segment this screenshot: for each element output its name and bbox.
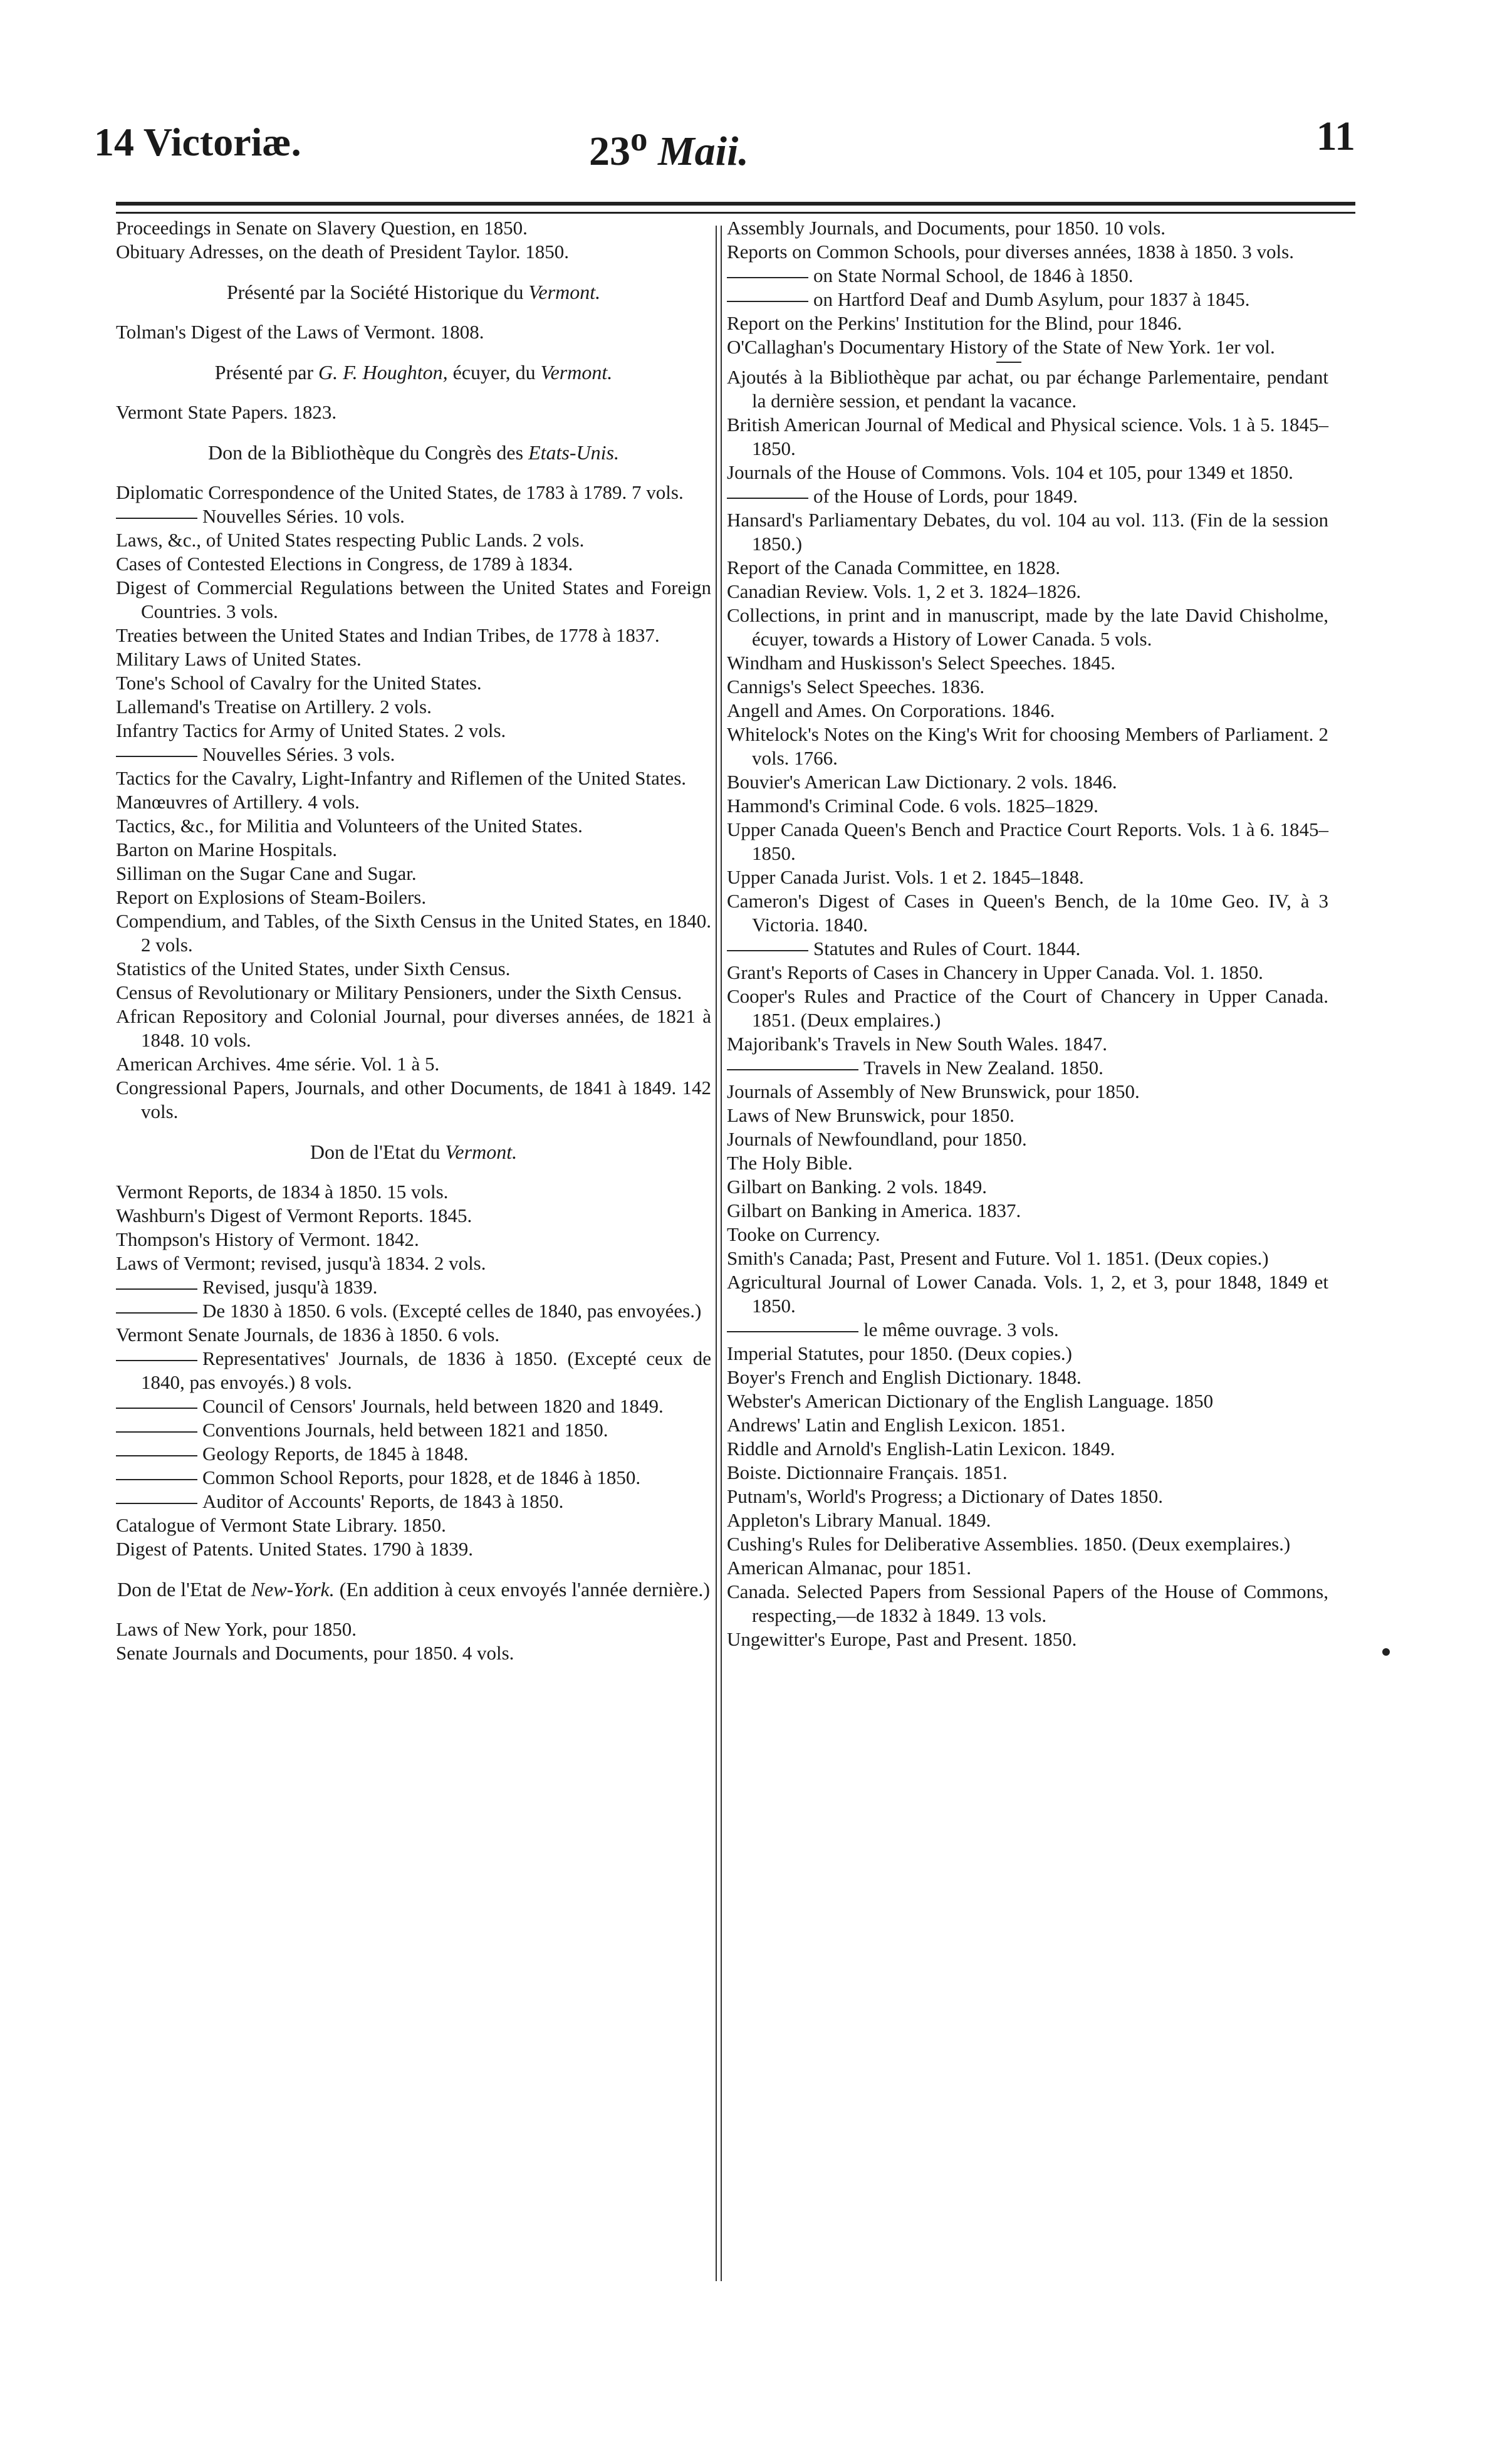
catalogue-entry: [727, 1246, 1328, 1270]
catalogue-entry: [116, 528, 711, 552]
catalogue-entry: [727, 1318, 1328, 1342]
entry-text: Nouvelles Séries. 3 vols.: [202, 743, 395, 765]
catalogue-entry: [727, 1270, 1328, 1318]
catalogue-entry: [727, 413, 1328, 461]
catalogue-entry: [727, 556, 1328, 580]
catalogue-entry: [116, 481, 711, 504]
header-date: [589, 119, 749, 175]
entry-text: Proceedings in Senate on Slavery Question, en 1850.: [116, 217, 528, 239]
catalogue-entry: [116, 647, 711, 671]
header-date-superscript: o: [630, 120, 648, 158]
entry-text: Report of the Canada Committee, en 1828.: [727, 557, 1061, 578]
catalogue-entry: [727, 1508, 1328, 1532]
catalogue-entry: [116, 400, 711, 424]
entry-text: Grant's Reports of Cases in Chancery in Upper Canada. Vol. 1. 1850.: [727, 961, 1263, 983]
ditto-dash: [727, 301, 808, 302]
catalogue-entry: [727, 1032, 1328, 1056]
entry-text: Canadian Review. Vols. 1, 2 et 3. 1824–1826.: [727, 580, 1082, 602]
catalogue-entry: [116, 1466, 711, 1490]
section-rule: [996, 362, 1021, 363]
entry-text: Webster's American Dictionary of the English Language. 1850: [727, 1390, 1214, 1412]
catalogue-entry: [727, 1437, 1328, 1461]
entry-text: Laws of Vermont; revised, jusqu'à 1834. 2 vols.: [116, 1252, 486, 1274]
section-heading: [116, 1140, 711, 1164]
entry-text: le même ouvrage. 3 vols.: [863, 1319, 1059, 1340]
catalogue-entry: [727, 216, 1328, 240]
heading-emphasis: Vermont.: [540, 361, 613, 384]
catalogue-entry: [116, 1180, 711, 1204]
entry-text: Tolman's Digest of the Laws of Vermont. 1808.: [116, 321, 484, 343]
catalogue-entry: [116, 743, 711, 766]
header-date-number: 23: [589, 128, 630, 174]
catalogue-entry: [116, 504, 711, 528]
catalogue-entry: [116, 240, 711, 264]
catalogue-entry: [116, 1052, 711, 1076]
entry-text: De 1830 à 1850. 6 vols. (Excepté celles de 1840, pas envoyées.): [202, 1300, 702, 1322]
entry-text: Silliman on the Sugar Cane and Sugar.: [116, 862, 417, 884]
catalogue-entry: [727, 1628, 1328, 1651]
entry-text: Treaties between the United States and Indian Tribes, de 1778 à 1837.: [116, 624, 660, 646]
catalogue-entry: [727, 1223, 1328, 1246]
catalogue-entry: [727, 580, 1328, 604]
catalogue-entry: [727, 1556, 1328, 1580]
entry-text: Smith's Canada; Past, Present and Future. Vol 1. 1851. (Deux copies.): [727, 1247, 1269, 1269]
entry-text: on State Normal School, de 1846 à 1850.: [813, 264, 1134, 286]
catalogue-entry: [116, 1252, 711, 1275]
catalogue-entry: [116, 1299, 711, 1323]
catalogue-entry: [116, 766, 711, 790]
catalogue-entry: [727, 240, 1328, 264]
entry-text: Report on the Perkins' Institution for the Blind, pour 1846.: [727, 312, 1182, 334]
entry-text: Nouvelles Séries. 10 vols.: [202, 505, 405, 527]
catalogue-entry: [116, 1394, 711, 1418]
catalogue-entry: [116, 320, 711, 344]
entry-text: Putnam's, World's Progress; a Dictionary of Dates 1850.: [727, 1485, 1164, 1507]
catalogue-entry: [116, 576, 711, 624]
catalogue-entry: [116, 1513, 711, 1537]
ditto-dash: [727, 1069, 858, 1070]
entry-text: Tone's School of Cavalry for the United States.: [116, 672, 482, 694]
entry-text: of the House of Lords, pour 1849.: [813, 485, 1078, 507]
section-heading: [116, 360, 711, 384]
ditto-dash: [116, 518, 197, 519]
catalogue-entry: [116, 909, 711, 957]
entry-text: Thompson's History of Vermont. 1842.: [116, 1228, 419, 1250]
entry-text: Tooke on Currency.: [727, 1223, 880, 1245]
catalogue-entry: [727, 1485, 1328, 1508]
catalogue-entry: [727, 1532, 1328, 1556]
catalogue-entry: [116, 1641, 711, 1665]
entry-text: Collections, in print and in manuscript, made by the late David Chisholme, écuyer, towards a History of Lower Canada. 5 vols.: [727, 604, 1328, 650]
entry-text: Washburn's Digest of Vermont Reports. 1845.: [116, 1204, 472, 1226]
page-number: 11: [1316, 113, 1355, 159]
entry-text: Agricultural Journal of Lower Canada. Vols. 1, 2, et 3, pour 1848, 1849 et 1850.: [727, 1271, 1328, 1317]
entry-text: Congressional Papers, Journals, and other Documents, de 1841 à 1849. 142 vols.: [116, 1077, 711, 1122]
catalogue-entry: [727, 1056, 1328, 1080]
catalogue-entry: [727, 675, 1328, 699]
entry-text: Cushing's Rules for Deliberative Assemblies. 1850. (Deux exemplaires.): [727, 1533, 1291, 1555]
ditto-dash: [116, 1312, 197, 1314]
entry-text: Andrews' Latin and English Lexicon. 1851.: [727, 1414, 1066, 1436]
section-heading: [116, 1577, 711, 1601]
catalogue-entry: [727, 1580, 1328, 1628]
catalogue-entry: [116, 216, 711, 240]
catalogue-entry: [727, 335, 1328, 359]
catalogue-entry: [116, 1228, 711, 1252]
catalogue-entry: [727, 865, 1328, 889]
entry-text: Gilbart on Banking. 2 vols. 1849.: [727, 1176, 988, 1198]
catalogue-entry: [116, 1617, 711, 1641]
heading-text: écuyer, du: [447, 361, 541, 384]
entry-text: Assembly Journals, and Documents, pour 1850. 10 vols.: [727, 217, 1166, 239]
entry-text: Majoribank's Travels in New South Wales. 1847.: [727, 1033, 1107, 1055]
entry-text: Imperial Statutes, pour 1850. (Deux copies.): [727, 1342, 1072, 1364]
column-divider: [716, 226, 722, 2281]
entry-text: British American Journal of Medical and Physical science. Vols. 1 à 5. 1845–1850.: [727, 414, 1328, 459]
header-rule-thick: [116, 202, 1355, 206]
ditto-dash: [116, 1479, 197, 1480]
catalogue-entry: [727, 1389, 1328, 1413]
entry-text: Whitelock's Notes on the King's Writ for choosing Members of Parliament. 2 vols. 1766.: [727, 723, 1328, 769]
header-rule-thin: [116, 212, 1355, 214]
entry-text: Boiste. Dictionnaire Français. 1851.: [727, 1461, 1008, 1483]
heading-emphasis: New-York.: [251, 1578, 335, 1601]
catalogue-entry: [116, 957, 711, 981]
catalogue-entry: [727, 1366, 1328, 1389]
entry-text: O'Callaghan's Documentary History of the State of New York. 1er vol.: [727, 336, 1275, 358]
catalogue-entry: [727, 818, 1328, 865]
entry-text: Digest of Commercial Regulations between the United States and Foreign Countries. 3 vols.: [116, 577, 711, 622]
catalogue-entry: [116, 862, 711, 886]
entry-text: Digest of Patents. United States. 1790 à 1839.: [116, 1538, 473, 1560]
entry-text: Ungewitter's Europe, Past and Present. 1850.: [727, 1628, 1077, 1650]
entry-text: Laws of New York, pour 1850.: [116, 1618, 357, 1640]
ditto-dash: [116, 1503, 197, 1504]
heading-text: (En addition à ceux envoyés l'année dernière.): [334, 1578, 711, 1601]
catalogue-entry: [727, 1413, 1328, 1437]
catalogue-entry: [727, 723, 1328, 770]
entry-text: Cameron's Digest of Cases in Queen's Bench, de la 10me Geo. IV, à 3 Victoria. 1840.: [727, 890, 1328, 936]
catalogue-entry: [727, 794, 1328, 818]
entry-text: Census of Revolutionary or Military Pensioners, under the Sixth Census.: [116, 981, 682, 1003]
entry-text: Catalogue of Vermont State Library. 1850.: [116, 1514, 446, 1536]
entry-text: Tactics, &c., for Militia and Volunteers of the United States.: [116, 815, 583, 837]
entry-text: American Almanac, pour 1851.: [727, 1557, 971, 1579]
header-session: 14 Victoriæ.: [94, 120, 301, 164]
catalogue-entry: [116, 814, 711, 838]
ink-speck: [1382, 1648, 1390, 1656]
catalogue-entry: [116, 886, 711, 909]
entry-text: Cannigs's Select Speeches. 1836.: [727, 676, 985, 698]
entry-text: Vermont Reports, de 1834 à 1850. 15 vols.: [116, 1181, 449, 1203]
entry-text: Auditor of Accounts' Reports, de 1843 à 1850.: [202, 1490, 564, 1512]
catalogue-entry: [727, 985, 1328, 1032]
entry-text: Boyer's French and English Dictionary. 1848.: [727, 1366, 1082, 1388]
heading-emphasis: Vermont.: [445, 1141, 518, 1163]
entry-text: Angell and Ames. On Corporations. 1846.: [727, 699, 1055, 721]
entry-text: Journals of the House of Commons. Vols. 104 et 105, pour 1349 et 1850.: [727, 461, 1293, 483]
catalogue-entry: [727, 288, 1328, 311]
catalogue-entry: [116, 790, 711, 814]
entry-text: Revised, jusqu'à 1839.: [202, 1276, 378, 1298]
catalogue-entry: [727, 889, 1328, 937]
entry-text: Statistics of the United States, under Sixth Census.: [116, 958, 511, 980]
catalogue-entry: [727, 937, 1328, 961]
entry-text: American Archives. 4me série. Vol. 1 à 5.: [116, 1053, 440, 1075]
catalogue-entry: [727, 1080, 1328, 1104]
entry-text: Geology Reports, de 1845 à 1848.: [202, 1443, 469, 1465]
heading-text: Présenté par la Société Historique du: [226, 281, 529, 303]
entry-text: Vermont State Papers. 1823.: [116, 401, 337, 423]
catalogue-entry: [727, 1199, 1328, 1223]
entry-text: Infantry Tactics for Army of United States. 2 vols.: [116, 719, 506, 741]
entry-text: Manœuvres of Artillery. 4 vols.: [116, 791, 360, 813]
catalogue-entry: [727, 264, 1328, 288]
entry-text: Compendium, and Tables, of the Sixth Census in the United States, en 1840. 2 vols.: [116, 910, 711, 956]
heading-text: Don de la Bibliothèque du Congrès des: [208, 441, 529, 464]
entry-text: Senate Journals and Documents, pour 1850. 4 vols.: [116, 1642, 514, 1664]
catalogue-entry: [116, 1347, 711, 1394]
entry-text: Vermont Senate Journals, de 1836 à 1850. 6 vols.: [116, 1324, 500, 1346]
heading-emphasis: Etats-Unis.: [528, 441, 619, 464]
entry-text: Hansard's Parliamentary Debates, du vol. 104 au vol. 113. (Fin de la session 1850.): [727, 509, 1328, 555]
ditto-dash: [116, 1431, 197, 1433]
entry-text: Cases of Contested Elections in Congress, de 1789 à 1834.: [116, 553, 573, 575]
entry-text: Representatives' Journals, de 1836 à 1850. (Excepté ceux de 1840, pas envoyés.) 8 vols.: [141, 1347, 711, 1393]
catalogue-entry: [727, 770, 1328, 794]
catalogue-entry: [727, 365, 1328, 413]
catalogue-entry: [727, 1461, 1328, 1485]
entry-text: Hammond's Criminal Code. 6 vols. 1825–1829.: [727, 795, 1098, 817]
catalogue-entry: [116, 624, 711, 647]
entry-text: The Holy Bible.: [727, 1152, 853, 1174]
catalogue-entry: [727, 604, 1328, 651]
catalogue-entry: [116, 981, 711, 1005]
catalogue-entry: [116, 1076, 711, 1124]
entry-text: Journals of Newfoundland, pour 1850.: [727, 1128, 1027, 1150]
ditto-dash: [116, 1360, 197, 1361]
ditto-dash: [116, 756, 197, 757]
catalogue-entry: [116, 1204, 711, 1228]
entry-text: Tactics for the Cavalry, Light-Infantry and Riflemen of the United States.: [116, 767, 687, 789]
entry-text: Common School Reports, pour 1828, et de 1846 à 1850.: [202, 1466, 641, 1488]
catalogue-entry: [727, 651, 1328, 675]
entry-text: Laws of New Brunswick, pour 1850.: [727, 1104, 1014, 1126]
section-heading: [116, 441, 711, 464]
catalogue-entry: [727, 1175, 1328, 1199]
ditto-dash: [116, 1288, 197, 1290]
catalogue-entry: [727, 484, 1328, 508]
heading-text: Don de l'Etat de: [117, 1578, 251, 1601]
catalogue-entry: [116, 1323, 711, 1347]
ditto-dash: [116, 1408, 197, 1409]
entry-text: Lallemand's Treatise on Artillery. 2 vols.: [116, 696, 432, 718]
catalogue-entry: [727, 699, 1328, 723]
running-head: [94, 107, 1355, 175]
entry-text: Canada. Selected Papers from Sessional Papers of the House of Commons, respecting,—de 1832 à 1849. 13 vols.: [727, 1581, 1328, 1626]
ditto-dash: [727, 277, 808, 278]
entry-text: Journals of Assembly of New Brunswick, pour 1850.: [727, 1080, 1140, 1102]
catalogue-entry: [116, 552, 711, 576]
right-column: [727, 216, 1328, 1651]
entry-text: Obituary Adresses, on the death of President Taylor. 1850.: [116, 241, 570, 263]
catalogue-entry: [116, 1537, 711, 1561]
left-column: [116, 216, 711, 1665]
ditto-dash: [727, 498, 808, 499]
entry-text: Appleton's Library Manual. 1849.: [727, 1509, 991, 1531]
entry-text: Ajoutés à la Bibliothèque par achat, ou par échange Parlementaire, pendant la dernière session, et pendant la vacance.: [727, 366, 1328, 412]
entry-text: Reports on Common Schools, pour diverses années, 1838 à 1850. 3 vols.: [727, 241, 1294, 263]
section-heading: [116, 280, 711, 304]
catalogue-entry: [727, 1104, 1328, 1127]
heading-text: Don de l'Etat du: [310, 1141, 446, 1163]
catalogue-entry: [727, 311, 1328, 335]
entry-text: Military Laws of United States.: [116, 648, 362, 670]
catalogue-entry: [727, 961, 1328, 985]
entry-text: on Hartford Deaf and Dumb Asylum, pour 1837 à 1845.: [813, 288, 1250, 310]
catalogue-entry: [727, 1151, 1328, 1175]
entry-text: Council of Censors' Journals, held between 1820 and 1849.: [202, 1395, 664, 1417]
ditto-dash: [727, 950, 808, 951]
entry-text: Windham and Huskisson's Select Speeches. 1845.: [727, 652, 1115, 674]
catalogue-entry: [116, 1490, 711, 1513]
entry-text: Conventions Journals, held between 1821 and 1850.: [202, 1419, 608, 1441]
ditto-dash: [116, 1455, 197, 1456]
catalogue-entry: [116, 1275, 711, 1299]
catalogue-entry: [116, 671, 711, 695]
heading-emphasis: G. F. Houghton,: [318, 361, 448, 384]
entry-text: Travels in New Zealand. 1850.: [863, 1057, 1103, 1079]
entry-text: African Repository and Colonial Journal, pour diverses années, de 1821 à 1848. 10 vols.: [116, 1005, 711, 1051]
heading-emphasis: Vermont.: [528, 281, 601, 303]
catalogue-entry: [727, 1127, 1328, 1151]
catalogue-entry: [116, 719, 711, 743]
catalogue-entry: [727, 508, 1328, 556]
ditto-dash: [727, 1331, 858, 1332]
catalogue-entry: [116, 1442, 711, 1466]
entry-text: Barton on Marine Hospitals.: [116, 839, 338, 860]
entry-text: Laws, &c., of United States respecting Public Lands. 2 vols.: [116, 529, 585, 551]
catalogue-entry: [727, 461, 1328, 484]
entry-text: Statutes and Rules of Court. 1844.: [813, 938, 1081, 959]
entry-text: Upper Canada Jurist. Vols. 1 et 2. 1845–1848.: [727, 866, 1084, 888]
entry-text: Cooper's Rules and Practice of the Court of Chancery in Upper Canada. 1851. (Deux emplaires.): [727, 985, 1328, 1031]
entry-text: Diplomatic Correspondence of the United States, de 1783 à 1789. 7 vols.: [116, 481, 684, 503]
catalogue-entry: [116, 1418, 711, 1442]
catalogue-entry: [116, 838, 711, 862]
catalogue-entry: [116, 695, 711, 719]
entry-text: Upper Canada Queen's Bench and Practice Court Reports. Vols. 1 à 6. 1845–1850.: [727, 818, 1328, 864]
catalogue-entry: [727, 1342, 1328, 1366]
header-date-month: Maii.: [658, 128, 749, 174]
entry-text: Riddle and Arnold's English-Latin Lexicon. 1849.: [727, 1438, 1115, 1460]
entry-text: Bouvier's American Law Dictionary. 2 vols. 1846.: [727, 771, 1117, 793]
heading-text: Présenté par: [214, 361, 319, 384]
catalogue-entry: [116, 1005, 711, 1052]
entry-text: Gilbart on Banking in America. 1837.: [727, 1199, 1021, 1221]
entry-text: Report on Explosions of Steam-Boilers.: [116, 886, 427, 908]
